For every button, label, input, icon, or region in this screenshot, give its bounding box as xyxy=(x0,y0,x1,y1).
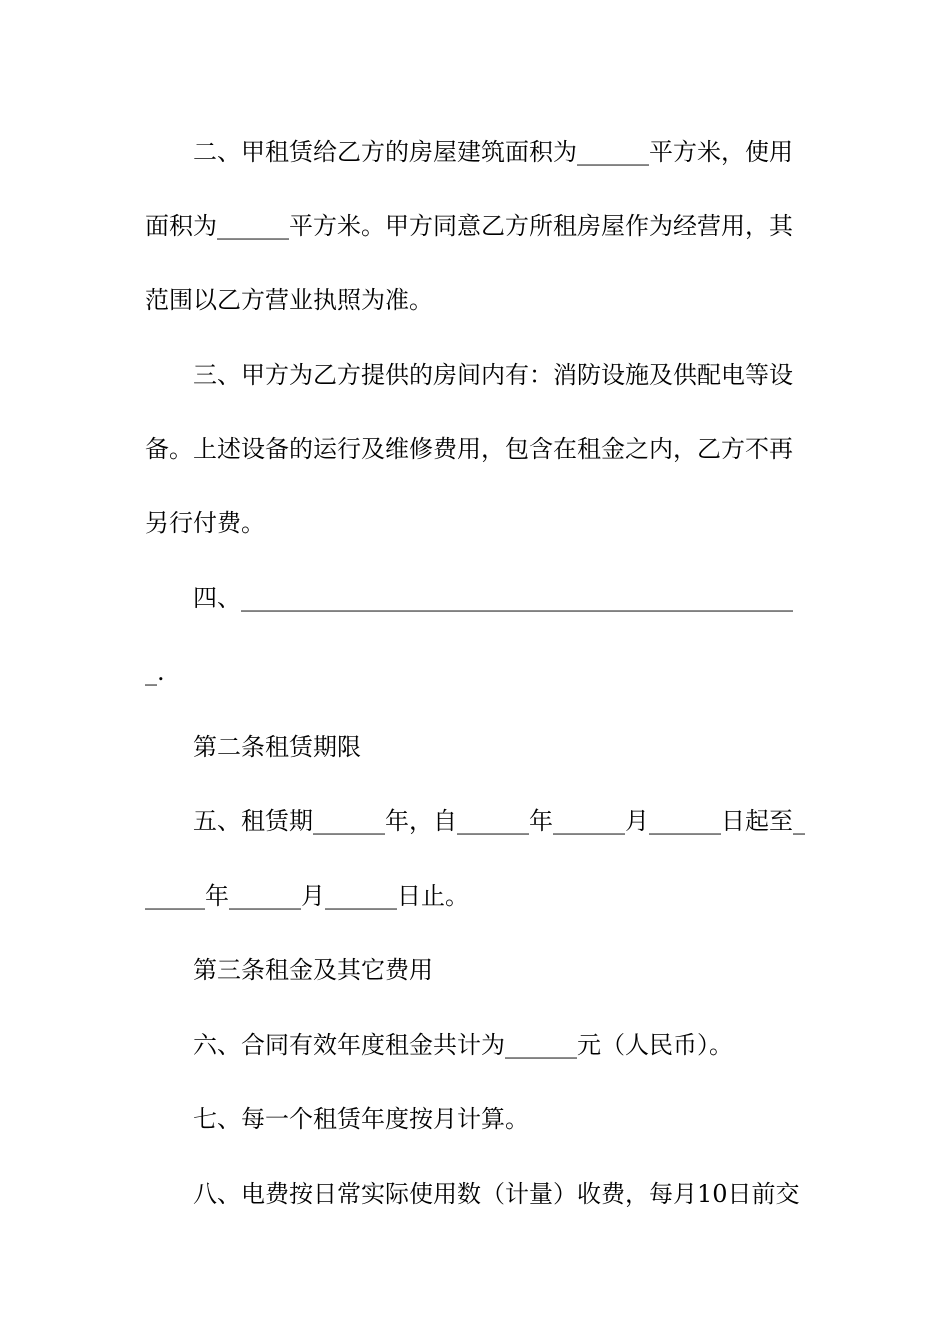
clause-2-line-2: 面积为______平方米。甲方同意乙方所租房屋作为经营用，其 xyxy=(145,212,793,240)
clause-7-line-1: 七、每一个租赁年度按月计算。 xyxy=(193,1105,529,1133)
clause-3-line-3: 另行付费。 xyxy=(145,509,265,537)
clause-8-line-1: 八、电费按日常实际使用数（计量）收费，每月10日前交 xyxy=(193,1180,800,1208)
clause-6-line-1: 六、合同有效年度租金共计为______元（人民币）。 xyxy=(193,1031,733,1059)
section-heading-rent-fees: 第三条租金及其它费用 xyxy=(193,956,433,984)
section-heading-lease-term: 第二条租赁期限 xyxy=(193,733,361,761)
clause-2-line-3: 范围以乙方营业执照为准。 xyxy=(145,286,433,314)
clause-5-line-1: 五、租赁期______年，自______年______月______日起至_ xyxy=(193,807,805,835)
clause-4-line-2: _. xyxy=(145,658,165,686)
clause-3-line-1: 三、甲方为乙方提供的房间内有：消防设施及供配电等设 xyxy=(193,361,793,389)
clause-5-line-2: _____年______月______日止。 xyxy=(145,882,469,910)
clause-3-line-2: 备。上述设备的运行及维修费用，包含在租金之内，乙方不再 xyxy=(145,435,793,463)
clause-4-line-1: 四、______________________________________________ xyxy=(193,584,793,612)
clause-2-line-1: 二、甲租赁给乙方的房屋建筑面积为______平方米，使用 xyxy=(193,138,793,166)
